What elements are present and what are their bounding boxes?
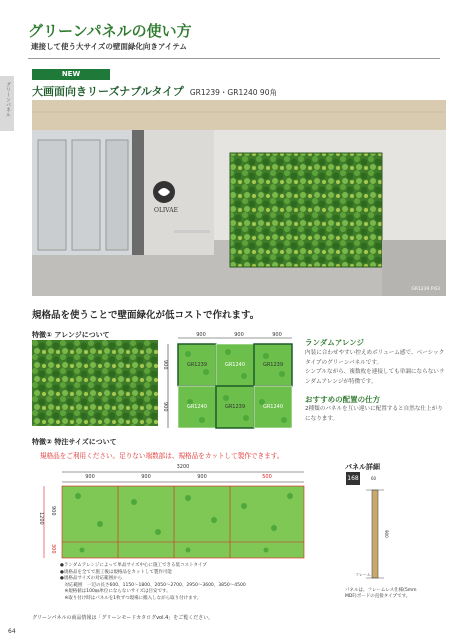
- grid-svg: [162, 332, 302, 432]
- note-3: ●規格品サイズの対応範囲から: [60, 576, 123, 582]
- feature1-heading: 特徴① アレンジについて: [32, 331, 110, 339]
- panel-size-label: 900: [384, 530, 389, 538]
- page-title: グリーンパネルの使い方: [28, 22, 192, 40]
- note-2: ●規格品を全てで施工後は規格品をカットして製作可能: [60, 569, 172, 575]
- product-heading: [32, 83, 277, 99]
- new-badge: NEW: [32, 69, 110, 80]
- cell-label-5: GR1239: [224, 404, 246, 410]
- side-tab-label: グリーンパネル: [5, 82, 11, 117]
- panel-number-badge: 168: [346, 472, 360, 485]
- random-arrange-text: [305, 349, 445, 387]
- photo-caption: GR1239 P.63: [411, 287, 440, 292]
- grid-cells: [178, 344, 292, 428]
- height-total-label: 1200: [38, 512, 44, 525]
- cell-label-4: GR1240: [186, 404, 208, 410]
- cell-label-6: GR1240: [262, 404, 284, 410]
- cell-label-3: GR1239: [262, 362, 284, 368]
- recommend-heading: おすすめの配置の仕方: [305, 395, 381, 404]
- product-heading-text: 大画面向きリーズナブルタイプ: [32, 85, 184, 98]
- width-label-2: 900: [141, 474, 151, 480]
- col-label-3: 900: [272, 332, 282, 338]
- panel-depth-label: 60: [371, 476, 377, 481]
- cell-label-1: GR1239: [186, 362, 208, 368]
- panel-detail-heading: パネル詳細: [345, 463, 380, 471]
- footer-note: グリーンパネルの商品情報は「グリーンモードカタログvol.4」をご覧ください。: [32, 615, 214, 621]
- arrange-grid-diagram: [162, 332, 302, 432]
- recommend-text: 2種類のパネルを互い違いに配置すると自然な仕上がりになります。: [305, 406, 443, 422]
- panel-detail-note: パネルは、フレームレス仕様(5mm MDF)ボードの直接タイプです。: [345, 588, 417, 599]
- section-title: 規格品を使うことで壁面緑化が低コストで作れます。: [32, 310, 260, 321]
- title-divider: [28, 58, 440, 59]
- random-arrange-line-2: シンプルながら、複数枚を連接しても単調にならないランダムアレンジが特徴です。: [305, 369, 445, 385]
- custom-size-note: 規格品をご利用ください。足りない端数部は、規格品をカットして製作できます。: [40, 452, 284, 460]
- page-subtitle: 連接して使う大サイズの壁面緑化向きアイテム: [31, 42, 187, 51]
- width-label-4: 500: [262, 474, 272, 480]
- random-arrange-heading: ランダムアレンジ: [305, 338, 365, 347]
- panel-frame-label: フレーム: [355, 572, 371, 577]
- page-number: 64: [8, 628, 16, 635]
- sample-panel-image: [32, 340, 158, 426]
- feature2-heading: 特徴② 特注サイズについて: [32, 438, 117, 446]
- cell-label-2: GR1240: [224, 362, 246, 368]
- note-4: 対応範囲 一辺の長さ600、1150〜1800、2050〜2700、2950〜3600、3850〜4500: [60, 582, 246, 588]
- width-label-3: 900: [197, 474, 207, 480]
- col-label-1: 900: [196, 332, 206, 338]
- custom-notes: [60, 563, 290, 603]
- random-arrange-line-1: 内装に合わせやすい控えめボリューム感で、ベーシックタイプのグリーンパネルです。: [305, 350, 445, 366]
- width-label-1: 900: [85, 474, 95, 480]
- note-5: ※規格値は100㎜単位にならないサイズは目安です。: [60, 589, 171, 595]
- col-label-2: 900: [234, 332, 244, 338]
- product-codes: GR1239・GR1240 90角: [189, 88, 277, 97]
- lobby-illustration: [32, 100, 446, 296]
- note-6: ※取り付け時はパネルを1枚ずつ現場に搬入しながら取り付けます。: [60, 595, 202, 601]
- height-label-2: 300: [50, 544, 56, 554]
- height-label-1: 900: [50, 506, 56, 516]
- total-width-label: 3200: [176, 464, 190, 470]
- row-label-2: 900: [162, 402, 168, 412]
- lobby-photo: [32, 100, 446, 296]
- custom-size-diagram: [38, 462, 318, 562]
- sample-panel-illustration: [32, 340, 158, 426]
- olivae-logo-text: OLIVAE: [154, 207, 178, 214]
- side-tab: [0, 76, 14, 131]
- green-wall: [230, 153, 382, 267]
- note-1: ●ランダムアレンジによって単品サイズ中心に施工できる低コストタイプ: [60, 563, 207, 568]
- row-label-1: 900: [162, 360, 168, 370]
